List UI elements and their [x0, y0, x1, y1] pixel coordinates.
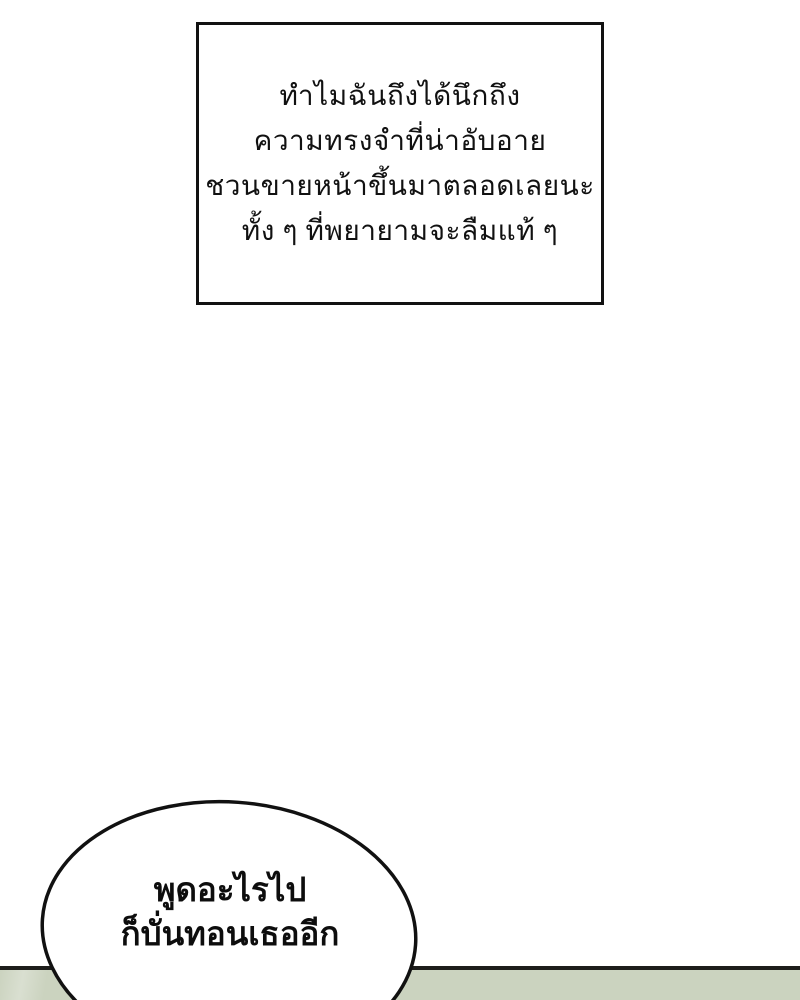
narration-line-2: ความทรงจำที่น่าอับอาย: [253, 125, 547, 157]
narration-line-1: ทำไมฉันถึงได้นึกถึง: [279, 80, 521, 112]
speech-bubble-text: [30, 868, 430, 956]
narration-box: [196, 22, 604, 305]
narration-text: [199, 74, 601, 254]
narration-line-4: ทั้ง ๆ ที่พยายามจะลืมแท้ ๆ: [241, 215, 559, 247]
speech-line-2: ก็บั่นทอนเธออีก: [120, 915, 340, 952]
narration-line-3: ชวนขายหน้าขึ้นมาตลอดเลยนะ: [205, 170, 595, 202]
speech-line-1: พูดอะไรไป: [153, 871, 307, 908]
